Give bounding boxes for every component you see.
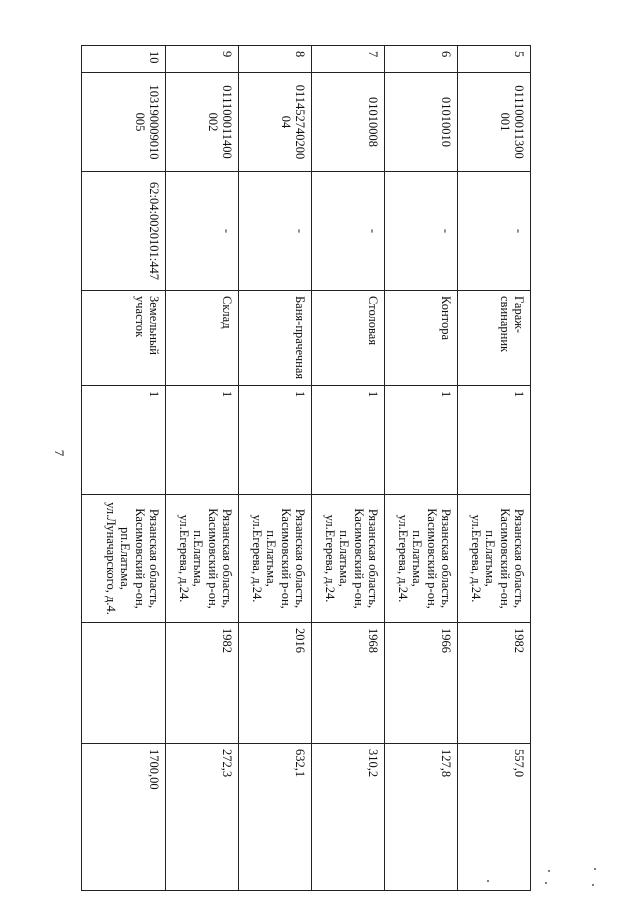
area-value: 272,3 [166,744,239,891]
row-number: 8 [239,46,312,73]
object-name: Контора [385,291,458,386]
table-row [312,46,385,891]
inventory-code: 011100011300 001 [458,73,531,172]
object-name: Столовая [312,291,385,386]
table-row [82,46,166,891]
year-built: 1966 [385,623,458,744]
year-built [82,623,166,744]
quantity: 1 [166,386,239,495]
row-number: 5 [458,46,531,73]
cadastral-number: - [385,172,458,291]
table-row [166,46,239,891]
property-registry-table [81,45,531,891]
row-number: 7 [312,46,385,73]
quantity: 1 [458,386,531,495]
inventory-code: 011100011400 002 [166,73,239,172]
object-address: Рязанская область, Касимовский р-он, п.Елатьма, ул.Егерева, д.24. [458,495,531,623]
row-number: 6 [385,46,458,73]
cadastral-number: - [239,172,312,291]
object-address: Рязанская область, Касимовский р-он, п.Елатьма, ул.Егерева, д.24. [166,495,239,623]
quantity: 1 [82,386,166,495]
quantity: 1 [239,386,312,495]
area-value: 632,1 [239,744,312,891]
quantity: 1 [385,386,458,495]
cadastral-number: - [166,172,239,291]
page-number: 7 [52,449,67,457]
year-built: 2016 [239,623,312,744]
table-row [385,46,458,891]
year-built: 1982 [458,623,531,744]
object-name: Земельный участок [82,291,166,386]
object-name: Гараж-свинарник [458,291,531,386]
inventory-code: 103190009010 005 [82,73,166,172]
object-name: Склад [166,291,239,386]
object-address: Рязанская область, Касимовский р-он, п.Елатьма, ул.Егерева, д.24. [312,495,385,623]
inventory-code: 01010008 [312,73,385,172]
object-name: Баня-прачечная [239,291,312,386]
row-number: 10 [82,46,166,73]
object-address: Рязанская область, Касимовский р-он, п.Елатьма, ул.Егерева, д.24. [239,495,312,623]
area-value: 557,0 [458,744,531,891]
cadastral-number: - [458,172,531,291]
object-address: Рязанская область, Касимовский р-он, рп.Елатьма, ул.Луначарского, д.4. [82,495,166,623]
area-value: 1700,00 [82,744,166,891]
rotated-page-content [81,45,531,890]
inventory-code: 011452740200 04 [239,73,312,172]
area-value: 310,2 [312,744,385,891]
year-built: 1982 [166,623,239,744]
row-number: 9 [166,46,239,73]
quantity: 1 [312,386,385,495]
table-row [239,46,312,891]
cadastral-number: - [312,172,385,291]
cadastral-number: 62:04:0020101:447 [82,172,166,291]
year-built: 1968 [312,623,385,744]
table-row [458,46,531,891]
area-value: 127,8 [385,744,458,891]
inventory-code: 01010010 [385,73,458,172]
object-address: Рязанская область, Касимовский р-он, п.Елатьма, ул.Егерева, д.24. [385,495,458,623]
